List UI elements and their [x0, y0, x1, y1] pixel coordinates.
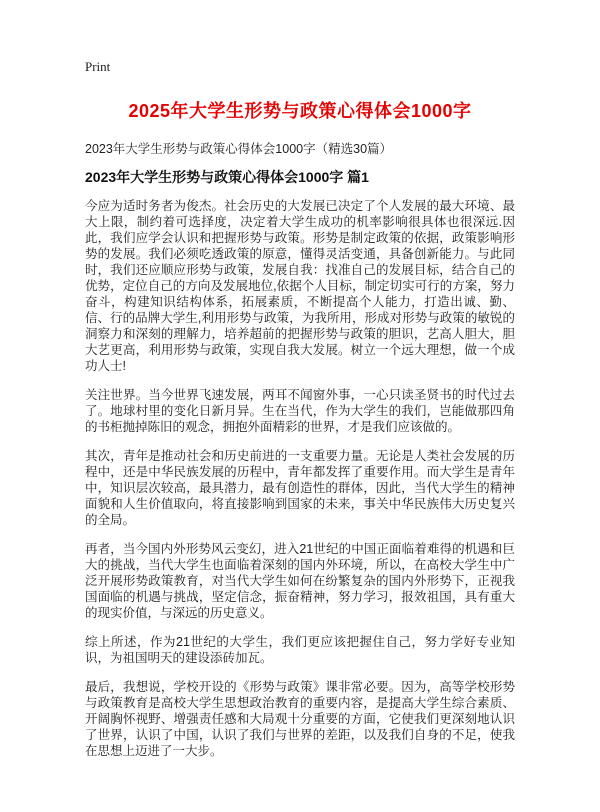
article-paragraph-6: 最后，我想说，学校开设的《形势与政策》课非常必要。因为，高等学校形势与政策教育是高校大学生思想政治教育的重要内容，是提高大学生综合素质、开阔胸怀视野、增强责任感和大局观十分重要的方面，它使我们更深刻地认识了世界，认识了中国，认识了我们与世界的差距，以及我们自身的不足，使我在思想上迈进了一大步。 — [85, 679, 515, 758]
page-title: 2025年大学生形势与政策心得体会1000字 — [128, 101, 472, 121]
article-paragraph-4: 再者，当今国内外形势风云变幻，进入21世纪的中国正面临着难得的机遇和巨大的挑战，当代大学生也面临着深刻的国内外环境，所以，在高校大学生中广泛开展形势政策教育，对当代大学生如何在纷繁复杂的国内外形势下，正视我国面临的机遇与挑战，坚定信念，振奋精神，努力学习，报效祖国，具有重大的现实价值，与深远的历史意义。 — [85, 541, 515, 620]
section-heading: 2023年大学生形势与政策心得体会1000字 篇1 — [85, 168, 369, 185]
article-paragraph-2: 关注世界。当今世界飞速发展，两耳不闻窗外事，一心只读圣贤书的时代过去了。地球村里的变化日新月异。生在当代，作为大学生的我们，岂能做那四角的书柜抛掉陈旧的观念，拥抱外面精彩的世界，才是我们应该做的。 — [85, 387, 515, 434]
article-subtitle: 2023年大学生形势与政策心得体会1000字（精选30篇） — [85, 142, 393, 157]
article-paragraph-3: 其次，青年是推动社会和历史前进的一支重要力量。无论是人类社会发展的历程中，还是中华民族发展的历程中，青年都发挥了重要作用。而大学生是青年中，知识层次较高，最具潜力，最有创造性的群体，因此，当代大学生的精神面貌和人生价值取向，将直接影响到国家的未来，事关中华民族伟大历史复兴的全局。 — [85, 448, 515, 527]
article-body — [85, 198, 515, 759]
article-paragraph-1: 今应为适时务者为俊杰。社会历史的大发展已决定了个人发展的最大环境、最大上限，制约着可选择度，决定着大学生成功的机率影响很具体也很深远.因此，我们应学会认识和把握形势与政策。形势是制定政策的依据，政策影响形势的发展。我们必须吃透政策的原意，懂得灵活变通，具备创新能力。与此同时，我们还应顺应形势与政策，发展自我：找准自己的发展目标，结合自己的优势，定位自己的方向及发展地位,依据个人目标，制定切实可行的方案，努力奋斗，构建知识结构体系，拓展素质，不断提高个人能力，打造出诚、勤、信、行的品牌大学生,利用形势与政策，为我所用，形成对形势与政策的敏锐的洞察力和深刻的理解力，培养超前的把握形势与政策的胆识，艺高人胆大，胆大艺更高，利用形势与政策，实现自我大发展。树立一个远大理想，做一个成功人士! — [85, 198, 515, 373]
print-link[interactable]: Print — [85, 59, 111, 74]
article-paragraph-5: 综上所述，作为21世纪的大学生，我们更应该把握住自己，努力学好专业知识，为祖国明天的建设添砖加瓦。 — [85, 634, 515, 665]
